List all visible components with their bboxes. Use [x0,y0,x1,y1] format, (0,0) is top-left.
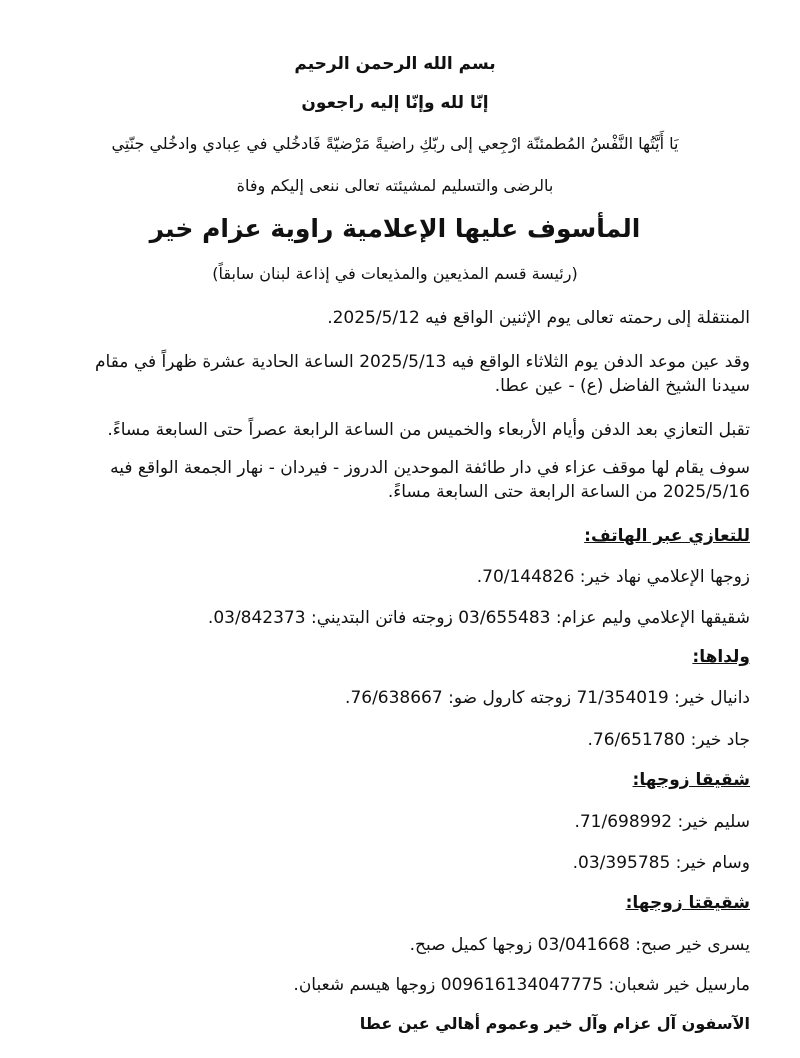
death-date-paragraph: المنتقلة إلى رحمته تعالى يوم الإثنين الواقع فيه 2025/5/12. [327,308,750,328]
husband-contact: زوجها الإعلامي نهاد خير: 70/144826. [476,567,750,587]
mourners-footer: الآسفون آل عزام وآل خير وعموم أهالي عين عطا [359,1014,750,1033]
deceased-name: المأسوف عليها الإعلامية راوية عزام خير [149,214,641,243]
condolences-paragraph: تقبل التعازي بعد الدفن وأيام الأربعاء والخميس من الساعة الرابعة عصراً حتى السابعة مساءً. [107,420,750,440]
phone-heading: للتعازي عبر الهاتف: [584,526,750,546]
stand-line-1: سوف يقام لها موقف عزاء في دار طائفة الموحدين الدروز - فيردان - نهار الجمعة الواقع فيه [110,458,750,478]
husband-brother-contact-2: وسام خير: 03/395785. [572,853,750,873]
husband-sisters-heading: شقيقتا زوجها: [625,893,750,913]
burial-line-1: وقد عين موعد الدفن يوم الثلاثاء الواقع فيه 2025/5/13 الساعة الحادية عشرة ظهراً في مقام [95,352,750,372]
inna-lillah: إنّا لله وإنّا إليه راجعون [301,93,489,113]
basmala: بسم الله الرحمن الرحيم [294,54,496,74]
husband-brothers-heading: شقيقا زوجها: [632,770,750,790]
husband-sister-contact-1: يسرى خير صبح: 03/041668 زوجها كميل صبح. [409,935,750,955]
brother-contact: شقيقها الإعلامي وليم عزام: 03/655483 زوجته فاتن البتديني: 03/842373. [207,608,750,628]
deceased-role: (رئيسة قسم المذيعين والمذيعات في إذاعة لبنان سابقاً) [212,264,578,283]
stand-line-2: 2025/5/16 من الساعة الرابعة حتى السابعة مساءً. [387,482,750,502]
condolence-stand-paragraph [40,456,750,504]
announcement-intro: بالرضى والتسليم لمشيئته تعالى ننعى إليكم وفاة [236,176,554,195]
quran-verse: يَا أَيَّتُها النَّفْسُ المُطمئنّة ارْجِعي إلى ربّكِ راضيةً مَرْضيّةً فَادخُلي في عِبادي وادخُلي جنّتِي [111,134,679,153]
children-heading: ولداها: [692,647,750,667]
child-contact-2: جاد خير: 76/651780. [587,730,750,750]
husband-brother-contact-1: سليم خير: 71/698992. [574,812,750,832]
husband-sister-contact-2: مارسيل خير شعبان: 009616134047775 زوجها هيسم شعبان. [293,975,750,995]
burial-paragraph [40,350,750,398]
burial-line-2: سيدنا الشيخ الفاضل (ع) - عين عطا. [494,376,750,396]
child-contact-1: دانيال خير: 71/354019 زوجته كارول ضو: 76/638667. [345,688,750,708]
